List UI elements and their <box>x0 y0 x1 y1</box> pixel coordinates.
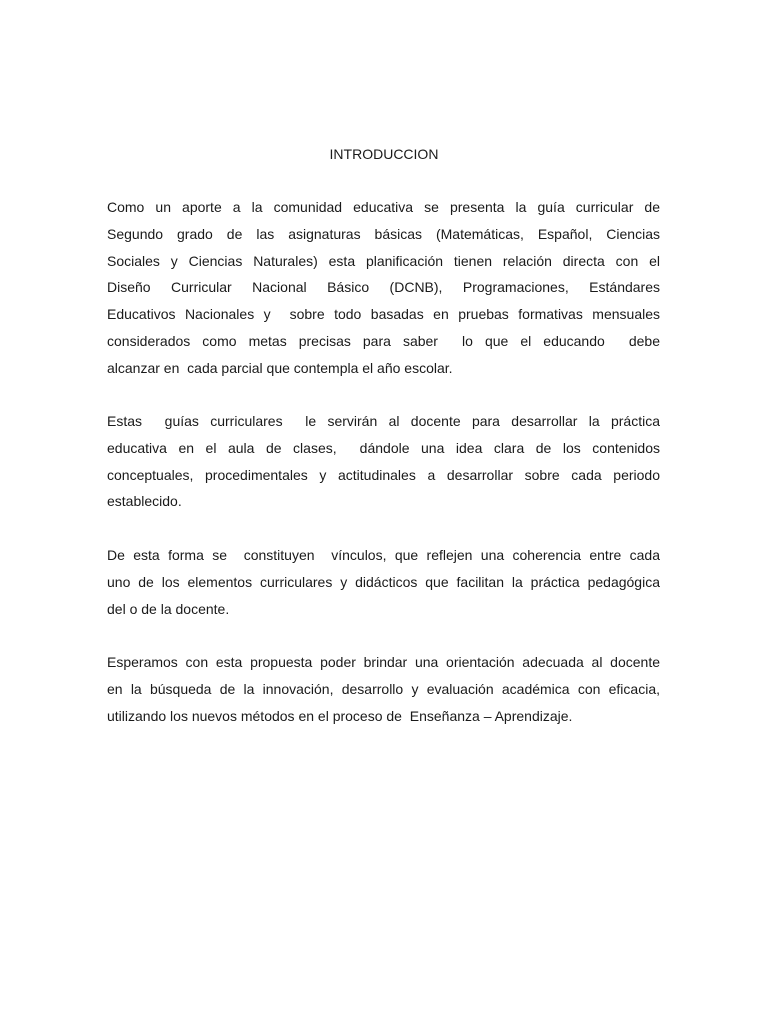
paragraph-line: Esperamos con esta propuesta poder brindar una orientación adecuada al docente <box>107 654 660 670</box>
paragraph-line: Diseño Curricular Nacional Básico (DCNB), Programaciones, Estándares <box>107 279 660 296</box>
paragraph-3 <box>107 542 660 622</box>
paragraph-line: utilizando los nuevos métodos en el proceso de Enseñanza – Aprendizaje. <box>107 707 573 724</box>
paragraph-line: De esta forma se constituyen vínculos, que reflejen una coherencia entre cada <box>107 547 660 563</box>
paragraph-line: en la búsqueda de la innovación, desarrollo y evaluación académica con eficacia, <box>107 680 660 697</box>
paragraph-1 <box>107 194 660 382</box>
paragraph-line: Educativos Nacionales y sobre todo basadas en pruebas formativas mensuales <box>107 306 660 323</box>
paragraph-line: conceptuales, procedimentales y actitudinales a desarrollar sobre cada periodo <box>107 466 660 483</box>
paragraph-line: Como un aporte a la comunidad educativa se presenta la guía curricular de <box>107 199 660 215</box>
paragraph-4 <box>107 649 660 729</box>
paragraph-line: educativa en el aula de clases, dándole una idea clara de los contenidos <box>107 439 660 456</box>
paragraph-line: considerados como metas precisas para saber lo que el educando debe <box>107 332 660 349</box>
paragraph-line: uno de los elementos curriculares y didácticos que facilitan la práctica pedagógica <box>107 573 660 590</box>
paragraph-line: establecido. <box>107 493 182 510</box>
paragraph-line: del o de la docente. <box>107 600 230 617</box>
page-title: INTRODUCCION <box>329 146 439 162</box>
paragraph-2 <box>107 408 660 515</box>
paragraph-line: Segundo grado de las asignaturas básicas (Matemáticas, Español, Ciencias <box>107 225 660 242</box>
paragraph-line: alcanzar en cada parcial que contempla el año escolar. <box>107 359 453 376</box>
paragraph-line: Sociales y Ciencias Naturales) esta planificación tienen relación directa con el <box>107 252 660 269</box>
paragraph-line: Estas guías curriculares le servirán al docente para desarrollar la práctica <box>107 413 660 429</box>
